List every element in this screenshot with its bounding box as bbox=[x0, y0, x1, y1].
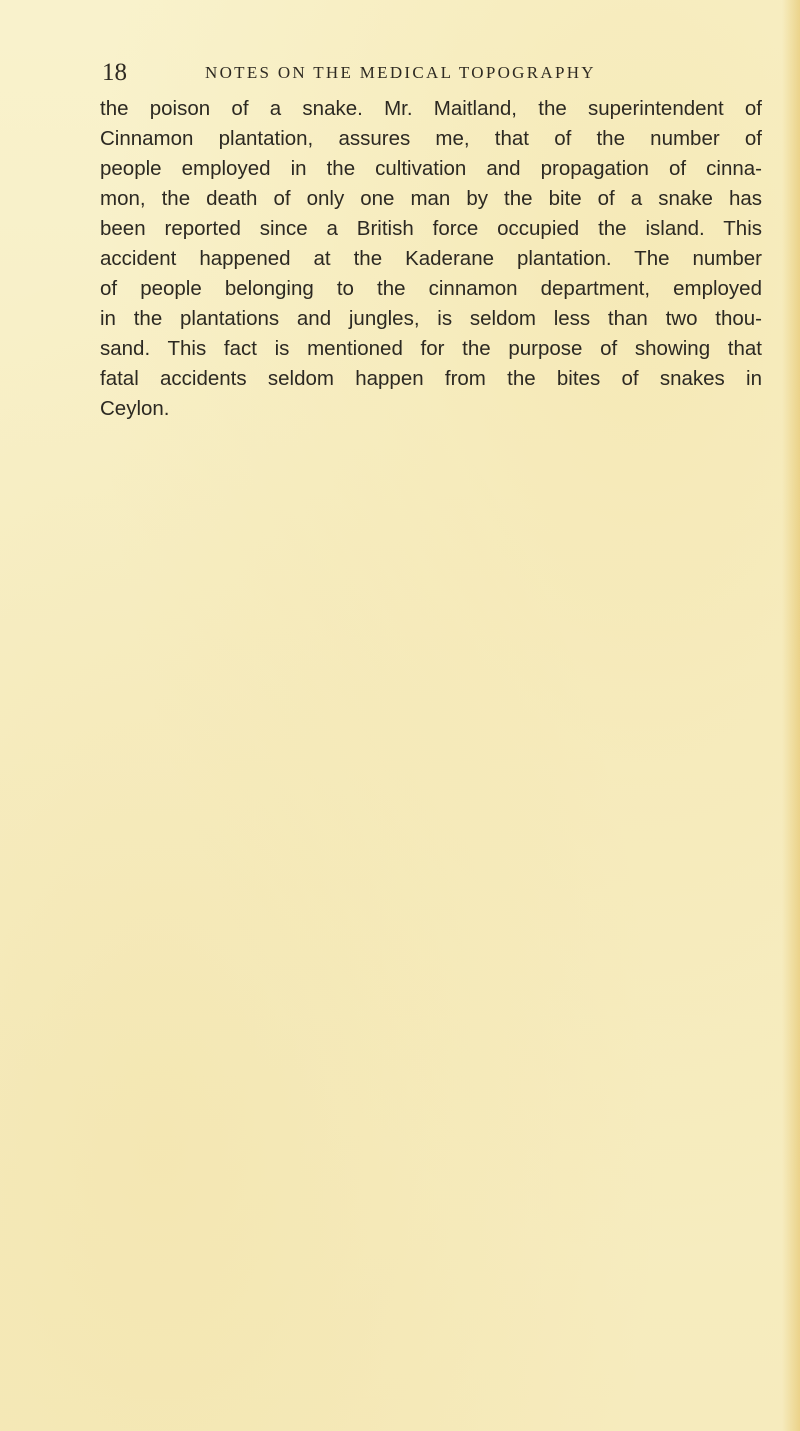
page-header bbox=[100, 58, 720, 92]
body-paragraph bbox=[100, 94, 762, 424]
text-line: mon, the death of only one man by the bite of a snake has bbox=[100, 187, 762, 210]
text-line: Ceylon. bbox=[100, 397, 170, 420]
text-line: fatal accidents seldom happen from the bites of snakes in bbox=[100, 367, 762, 390]
text-line: accident happened at the Kaderane plantation. The number bbox=[100, 247, 762, 270]
text-line: Cinnamon plantation, assures me, that of the number of bbox=[100, 127, 762, 150]
text-line: been reported since a British force occupied the island. This bbox=[100, 217, 762, 240]
text-line: the poison of a snake. Mr. Maitland, the superintendent of bbox=[100, 97, 762, 120]
text-line: of people belonging to the cinnamon department, employed bbox=[100, 277, 762, 300]
text-line: people employed in the cultivation and propagation of cinna- bbox=[100, 157, 762, 180]
page-number: 18 bbox=[102, 59, 127, 86]
text-line: in the plantations and jungles, is seldom less than two thou- bbox=[100, 307, 762, 330]
page-edge-shading bbox=[782, 0, 800, 1431]
text-line: sand. This fact is mentioned for the purpose of showing that bbox=[100, 337, 762, 360]
running-head: NOTES ON THE MEDICAL TOPOGRAPHY bbox=[205, 63, 596, 82]
